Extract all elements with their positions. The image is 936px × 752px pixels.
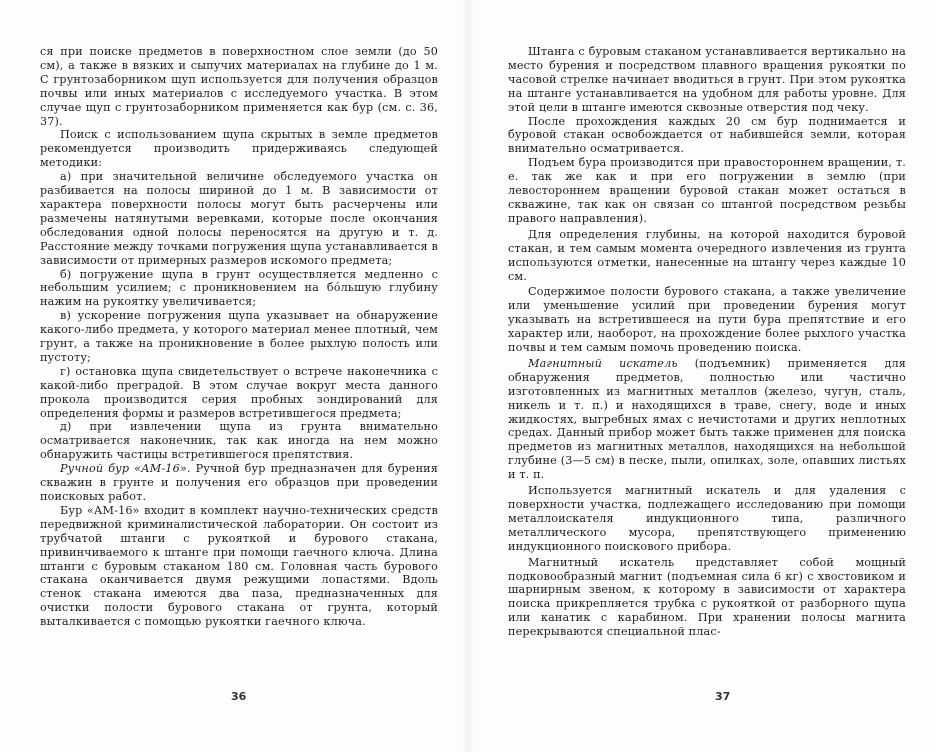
paragraph: ся при поиске предметов в поверхностном слое земли (до 50 см), а также в вязких и сыпучих материалах на глубине до 1 м. С грунтозаборником щуп используется для получения образцов почвы или иных материалов с исследуемого участка. В этом случае щуп с грунтозаборником применяется как бур (см. с. 36, 37). [40,45,438,128]
paragraph-body: (подъемник) применяется для обнаружения предметов, полностью или частично изготовленных из магнитных металлов (железо, чугун, сталь, никель и т. п.) и находящихся в траве, снегу, воде и иных жидкостях, выгребных ямах с нечистотами и других неплотных средах. Данный прибор может быть также применен для поиска предметов из магнитных металлов, находящихся на небольшой глубине (3—5 см) в песке, пыли, опилках, золе, опавших листьях и т. п. [508,356,907,482]
paragraph: Для определения глубины, на которой находится буровой стакан, и тем самым момента очередного извлечения из грунта используются отметки, нанесенные на штангу через каждые 10 см. [508,227,906,283]
paragraph: б) погружение щупа в грунт осуществляется медленно с небольшим усилием; с проникновением на бо́льшую глубину нажим на рукоятку увеличивается; [40,267,438,309]
paragraph: г) остановка щупа свидетельствует о встрече наконечника с какой-либо преградой. В этом случае вокруг места данного прокола производится серия пробных зондирований для определения формы и размеров встретившегося предмета; [40,364,438,420]
paragraph [40,462,438,504]
paragraph: а) при значительной величине обследуемого участка он разбивается на полосы шириной до 1 м. В зависимости от характера поверхности полосы могут быть расчерчены или размечены натянутыми веревками, которые после окончания обследования одной полосы переносятся на другую и т. д. Расстояние между точками погружения щупа устанавливается в зависимости от примерных размеров искомого предмета; [40,170,438,267]
right-page-text [508,45,906,639]
paragraph: Поиск с использованием щупа скрытых в земле предметов рекомендуется производить придерживаясь следующей методики: [40,128,438,170]
paragraph: Подъем бура производится при правостороннем вращении, т. е. так же как и при его погружении в землю (при левостороннем вращении буровой стакан может остаться в скважине, так как он связан со штангой посредством резьбы правого направления). [508,156,906,225]
right-page [468,0,936,752]
paragraph: д) при извлечении щупа из грунта внимательно осматривается наконечник, так как иногда на нем можно обнаружить частицы встретившегося препятствия. [40,420,438,462]
section-lead: Магнитный искатель [528,356,678,370]
page-number: 36 [231,690,247,703]
paragraph: в) ускорение погружения щупа указывает на обнаружение какого-либо предмета, у которого материал менее плотный, чем грунт, а также на проникновение в более рыхлую полость или пустоту; [40,309,438,364]
paragraph: Бур «АМ-16» входит в комплект научно-технических средств передвижной криминалистической лаборатории. Он состоит из трубчатой штанги с рукояткой и бурового стакана, привинчиваемого к штанге при помощи гаечного ключа. Длина штанги с буровым стаканом 180 см. Головная часть бурового стакана оканчивается двумя режущими лопастями. Вдоль стенок стакана имеются два паза, предназначенных для очистки полости бурового стакана от грунта, который выталкивается с помощью рукоятки гаечного ключа. [40,503,438,629]
paragraph-body: Ручной бур предназначен для бурения скважин в грунте и получения его образцов при проведении поисковых работ. [40,462,438,503]
paragraph: После прохождения каждых 20 см бур поднимается и буровой стакан освобождается от набившейся земли, которая внимательно осматривается. [508,114,906,156]
paragraph: Магнитный искатель представляет собой мощный подковообразный магнит (подъемная сила 6 кг) с хвостовиком и шарнирным звеном, к которому в зависимости от характера поиска прикрепляется трубка с рукояткой от разборного щупа или канатик с карабином. При хранении полосы магнита перекрываются специальной плас- [508,555,906,639]
page-number: 37 [715,690,731,703]
paragraph: Содержимое полости бурового стакана, а также увеличение или уменьшение усилий при проведении бурения могут указывать на встретившееся на пути бура препятствие и его характер или, наоборот, на прохождение более рыхлого участка почвы и тем самым помочь проведению поиска. [508,285,906,355]
section-lead: Ручной бур «АМ-16». [60,462,191,476]
paragraph: Используется магнитный искатель и для удаления с поверхности участка, подлежащего исследованию при помощи металлоискателя индукционного типа, различного металлического мусора, препятствующего применению индукционного поискового прибора. [508,484,906,553]
left-page-text [40,45,438,629]
paragraph: Штанга с буровым стаканом устанавливается вертикально на место бурения и посредством плавного вращения рукоятки по часовой стрелке начинает вводиться в грунт. При этом рукоятка на штанге устанавливается на удобном для работы уровне. Для этой цели в штанге имеются сквозные отверстия под чеку. [508,45,906,114]
paragraph [508,357,906,482]
